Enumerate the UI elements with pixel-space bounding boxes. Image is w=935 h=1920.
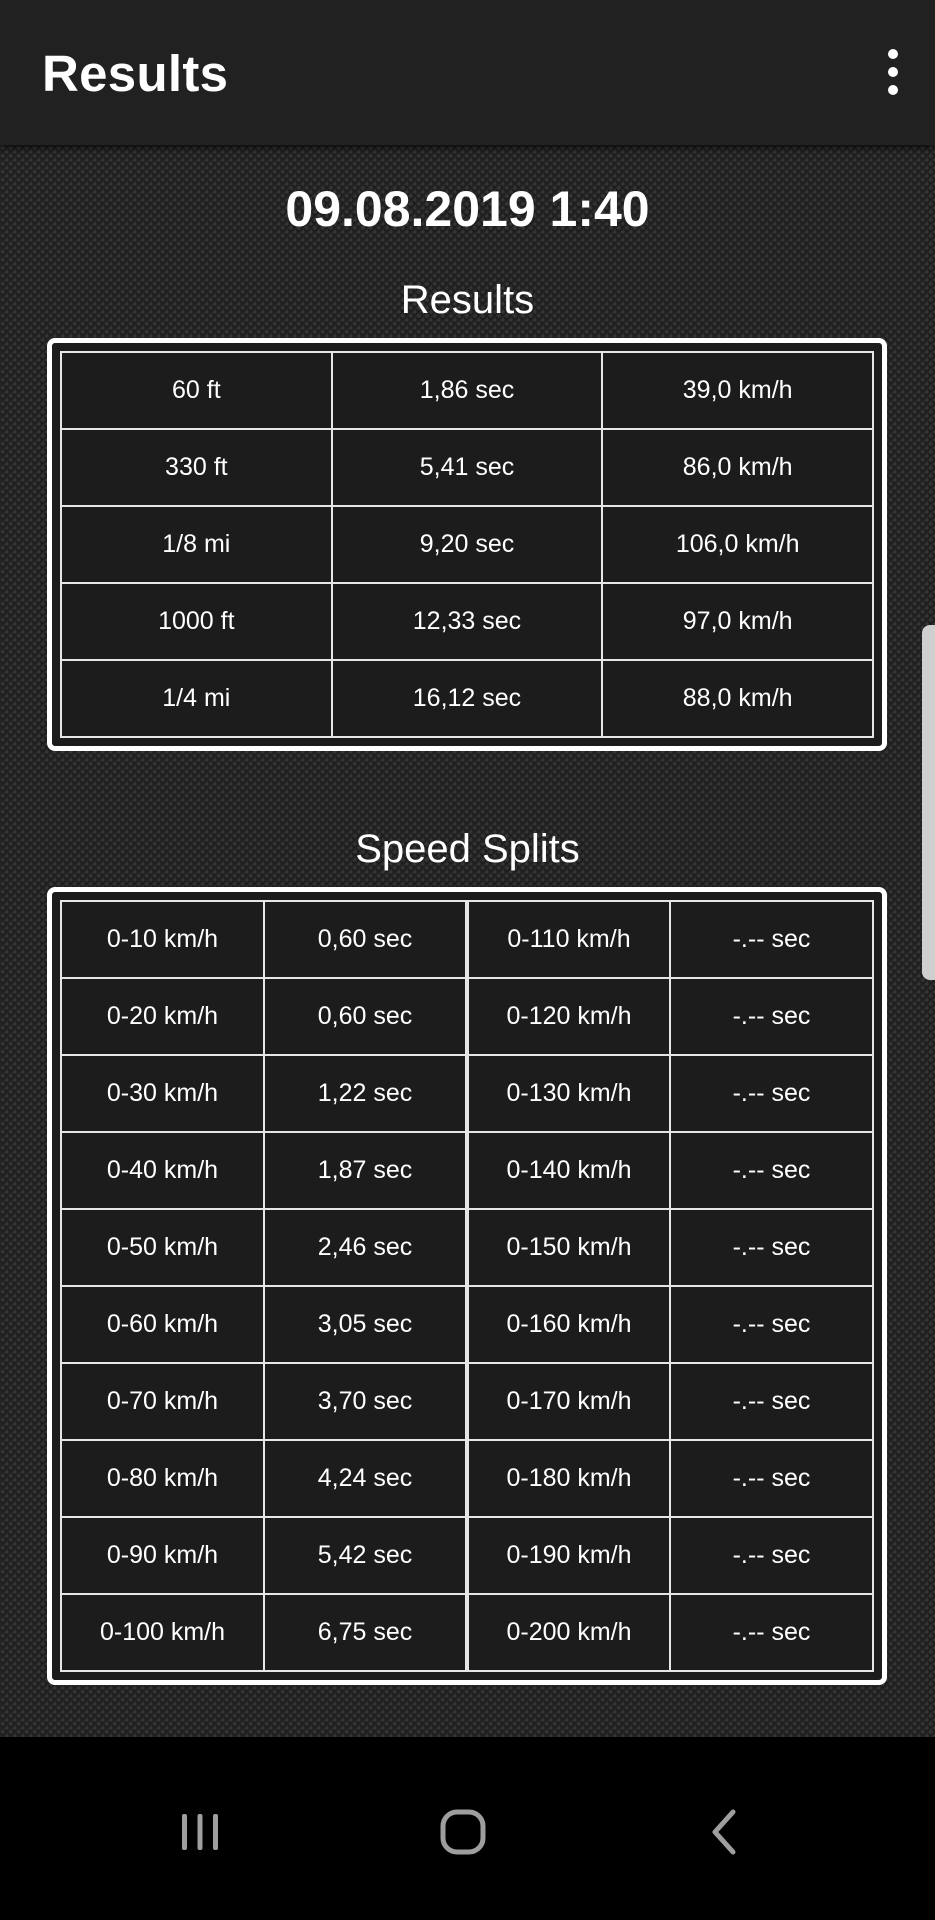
split-range-cell: 0-60 km/h [61,1286,264,1363]
split-time-cell: 0,60 sec [264,901,467,978]
speed-split-row [61,978,873,1055]
split-range-cell: 0-190 km/h [467,1517,670,1594]
split-range-cell: 0-100 km/h [61,1594,264,1671]
home-icon [439,1808,487,1856]
split-time-cell: -.-- sec [670,1055,873,1132]
back-button[interactable] [680,1792,770,1872]
more-vert-icon-dot [888,85,898,95]
split-range-cell: 0-40 km/h [61,1132,264,1209]
result-time-cell: 9,20 sec [332,506,603,583]
speed-split-row [61,1363,873,1440]
speed-split-row [61,1055,873,1132]
result-distance-cell: 1000 ft [61,583,332,660]
split-range-cell: 0-90 km/h [61,1517,264,1594]
results-row [61,429,873,506]
result-speed-cell: 86,0 km/h [602,429,873,506]
result-time-cell: 16,12 sec [332,660,603,737]
split-time-cell: -.-- sec [670,1594,873,1671]
scrollbar[interactable] [922,625,935,980]
split-range-cell: 0-20 km/h [61,978,264,1055]
split-time-cell: 4,24 sec [264,1440,467,1517]
more-vert-icon-dot [888,67,898,77]
speed-split-row [61,1517,873,1594]
results-section-title: Results [400,278,535,322]
run-date-title: 09.08.2019 1:40 [285,181,650,237]
split-range-cell: 0-30 km/h [61,1055,264,1132]
more-vert-icon [888,49,898,59]
speed-split-row [61,1286,873,1363]
speed-split-row [61,1209,873,1286]
result-distance-cell: 1/8 mi [61,506,332,583]
split-time-cell: -.-- sec [670,1440,873,1517]
results-row [61,660,873,737]
speed-split-row [61,1594,873,1671]
results-content[interactable] [0,145,935,1737]
home-button[interactable] [418,1792,508,1872]
split-time-cell: 6,75 sec [264,1594,467,1671]
split-range-cell: 0-110 km/h [467,901,670,978]
split-time-cell: -.-- sec [670,1132,873,1209]
split-range-cell: 0-130 km/h [467,1055,670,1132]
split-time-cell: -.-- sec [670,1286,873,1363]
split-range-cell: 0-70 km/h [61,1363,264,1440]
results-row [61,506,873,583]
result-time-cell: 12,33 sec [332,583,603,660]
results-table-frame [47,338,887,751]
split-range-cell: 0-10 km/h [61,901,264,978]
split-range-cell: 0-200 km/h [467,1594,670,1671]
split-range-cell: 0-180 km/h [467,1440,670,1517]
split-range-cell: 0-170 km/h [467,1363,670,1440]
split-range-cell: 0-120 km/h [467,978,670,1055]
split-time-cell: 1,22 sec [264,1055,467,1132]
split-time-cell: 3,70 sec [264,1363,467,1440]
split-range-cell: 0-140 km/h [467,1132,670,1209]
result-distance-cell: 1/4 mi [61,660,332,737]
split-time-cell: -.-- sec [670,1209,873,1286]
result-speed-cell: 88,0 km/h [602,660,873,737]
result-speed-cell: 106,0 km/h [602,506,873,583]
system-nav-bar [0,1737,935,1920]
back-icon [705,1808,745,1856]
speed-split-row [61,1440,873,1517]
recent-apps-icon [178,1811,222,1853]
result-distance-cell: 330 ft [61,429,332,506]
split-time-cell: -.-- sec [670,978,873,1055]
split-time-cell: 1,87 sec [264,1132,467,1209]
app-bar [0,0,935,145]
speed-splits-table-frame [47,887,887,1685]
split-range-cell: 0-160 km/h [467,1286,670,1363]
split-time-cell: 3,05 sec [264,1286,467,1363]
result-time-cell: 5,41 sec [332,429,603,506]
split-time-cell: -.-- sec [670,901,873,978]
split-time-cell: 5,42 sec [264,1517,467,1594]
split-time-cell: -.-- sec [670,1363,873,1440]
split-range-cell: 0-150 km/h [467,1209,670,1286]
result-distance-cell: 60 ft [61,352,332,429]
result-speed-cell: 97,0 km/h [602,583,873,660]
result-time-cell: 1,86 sec [332,352,603,429]
split-time-cell: 0,60 sec [264,978,467,1055]
results-row [61,352,873,429]
app-title: Results [42,45,229,102]
results-table [60,351,874,738]
split-time-cell: 2,46 sec [264,1209,467,1286]
speed-split-row [61,1132,873,1209]
result-speed-cell: 39,0 km/h [602,352,873,429]
speed-split-row [61,901,873,978]
more-options-button[interactable] [873,40,913,104]
speed-splits-table [60,900,874,1672]
results-row [61,583,873,660]
split-time-cell: -.-- sec [670,1517,873,1594]
speed-splits-section-title: Speed Splits [355,827,580,871]
split-range-cell: 0-80 km/h [61,1440,264,1517]
split-range-cell: 0-50 km/h [61,1209,264,1286]
recents-button[interactable] [155,1792,245,1872]
